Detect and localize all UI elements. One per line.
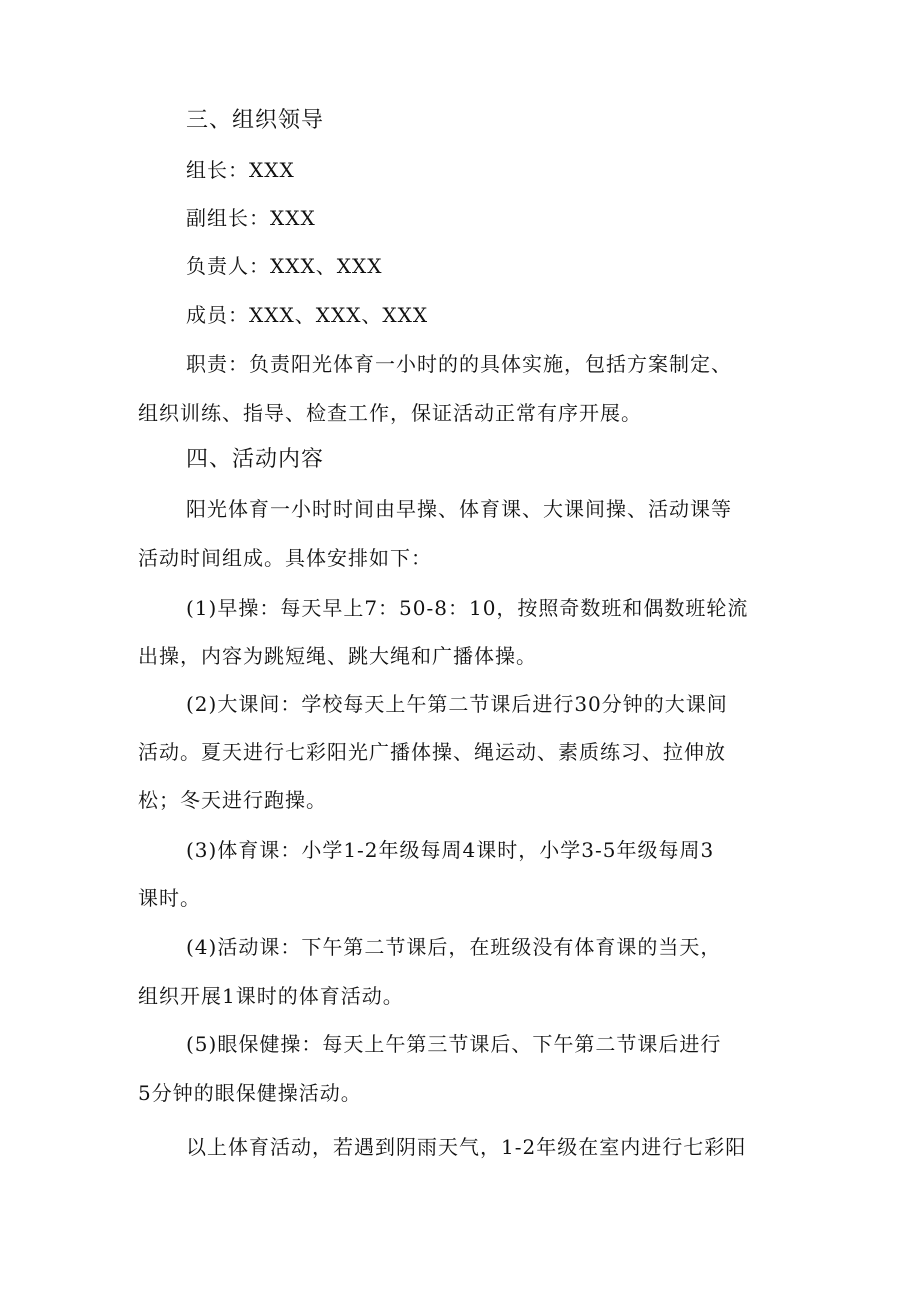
item-big-break-line-1: (2)大课间：学校每天上午第二节课后进行30分钟的大课间: [186, 692, 728, 716]
item-eye-exercise-line-2: 5分钟的眼保健操活动。: [138, 1081, 362, 1105]
item-activity-class-line-2: 组织开展1课时的体育活动。: [138, 984, 404, 1008]
item-morning-exercise-line-2: 出操，内容为跳短绳、跳大绳和广播体操。: [138, 644, 537, 668]
item-big-break-line-2: 活动。夏天进行七彩阳光广播体操、绳运动、素质练习、拉伸放: [138, 740, 726, 764]
item-activity-class-line-1: (4)活动课：下午第二节课后，在班级没有体育课的当天，: [186, 935, 722, 959]
item-eye-exercise-line-1: (5)眼保健操：每天上午第三节课后、下午第二节课后进行: [186, 1032, 722, 1056]
deputy-leader-line: 副组长：XXX: [186, 206, 316, 230]
item-morning-exercise-line-1: (1)早操：每天早上7：50-8：10，按照奇数班和偶数班轮流: [186, 596, 749, 620]
leader-line: 组长：XXX: [186, 158, 295, 182]
intro-paragraph-line-1: 阳光体育一小时时间由早操、体育课、大课间操、活动课等: [186, 497, 732, 521]
duty-paragraph-line-2: 组织训练、指导、检查工作，保证活动正常有序开展。: [138, 401, 642, 425]
person-in-charge-line: 负责人：XXX、XXX: [186, 254, 383, 278]
members-line: 成员：XXX、XXX、XXX: [186, 303, 429, 327]
item-pe-class-line-2: 课时。: [138, 886, 201, 910]
intro-paragraph-line-2: 活动时间组成。具体安排如下：: [138, 546, 432, 570]
section-heading-organization: 三、组织领导: [186, 108, 325, 133]
section-heading-activities: 四、活动内容: [186, 447, 325, 472]
item-pe-class-line-1: (3)体育课：小学1-2年级每周4课时，小学3-5年级每周3: [186, 838, 715, 862]
closing-paragraph-line-1: 以上体育活动，若遇到阴雨天气，1-2年级在室内进行七彩阳: [186, 1135, 747, 1159]
duty-paragraph-line-1: 职责：负责阳光体育一小时的的具体实施，包括方案制定、: [186, 352, 732, 376]
item-big-break-line-3: 松；冬天进行跑操。: [138, 788, 327, 812]
